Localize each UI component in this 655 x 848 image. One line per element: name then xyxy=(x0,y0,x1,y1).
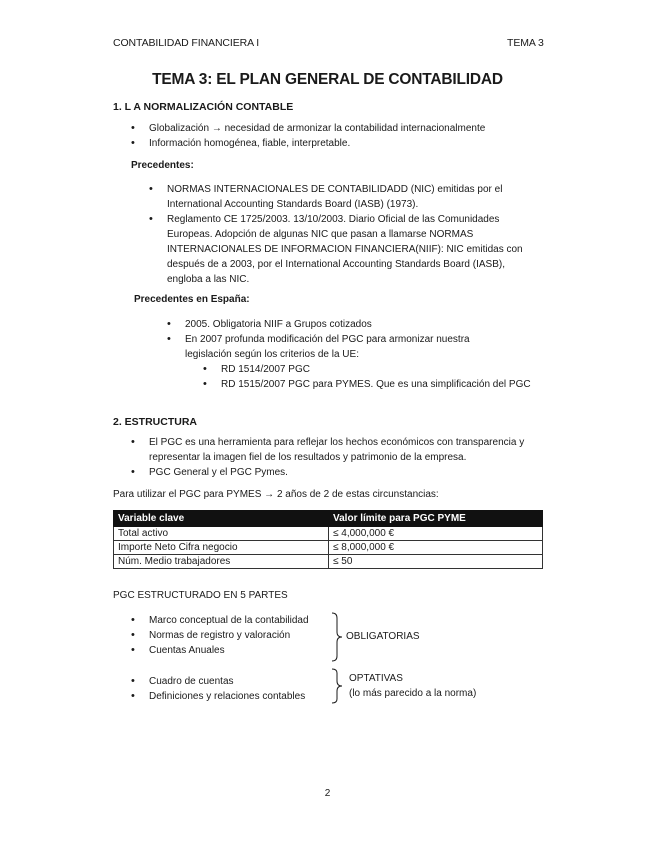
table-cell: Núm. Medio trabajadores xyxy=(114,555,329,569)
list-item: • Normas de registro y valoración xyxy=(149,628,339,643)
section2-bullets xyxy=(149,435,544,480)
optativas-label: OPTATIVAS xyxy=(349,673,403,684)
obligatorias-list xyxy=(149,613,339,658)
table-cell: Total activo xyxy=(114,527,329,541)
list-item: • Reglamento CE 1725/2003. 13/10/2003. Diario Oficial de las Comunidades Europeas. Adopción de algunas NIC que pasan a llamarse NORMAS INTERNACIONALES DE INFORMACION FINANCIERA(NIIF): NIC emitidas con después de a 2003, por el International Accounting Standards Board (IASB), engloba a las NIC. xyxy=(167,212,539,287)
section1-heading: 1. L A NORMALIZACIÓN CONTABLE xyxy=(113,101,294,113)
page-title: TEMA 3: EL PLAN GENERAL DE CONTABILIDAD xyxy=(152,71,503,88)
list-item: • Globalización → necesidad de armonizar la contabilidad internacionalmente xyxy=(149,121,549,136)
table-row xyxy=(114,541,543,555)
list-item: • Cuadro de cuentas xyxy=(149,674,339,689)
optativas-note: (lo más parecido a la norma) xyxy=(349,688,477,699)
list-item: • Marco conceptual de la contabilidad xyxy=(149,613,339,628)
table-row xyxy=(114,555,543,569)
pymes-intro: Para utilizar el PGC para PYMES → 2 años de 2 de estas circunstancias: xyxy=(113,489,439,500)
table-cell: ≤ 8,000,000 € xyxy=(329,541,543,555)
list-item: • PGC General y el PGC Pymes. xyxy=(149,465,544,480)
optativas-list xyxy=(149,674,339,704)
rd-list xyxy=(221,362,531,392)
list-item: • 2005. Obligatoria NIIF a Grupos cotizados xyxy=(185,317,515,332)
precedentes-espana-list xyxy=(185,317,515,362)
precedentes-list xyxy=(167,182,539,287)
section1-bullets xyxy=(149,121,549,151)
precedentes-heading: Precedentes: xyxy=(131,160,194,171)
table-cell: ≤ 50 xyxy=(329,555,543,569)
list-item: • Definiciones y relaciones contables xyxy=(149,689,339,704)
page-number: 2 xyxy=(324,788,331,799)
list-item: • RD 1515/2007 PGC para PYMES. Que es una simplificación del PGC xyxy=(221,377,531,392)
list-item: • NORMAS INTERNACIONALES DE CONTABILIDADD (NIC) emitidas por el International Accounting Standards Board (IASB) (1973). xyxy=(167,182,539,212)
obligatorias-label: OBLIGATORIAS xyxy=(346,631,420,642)
running-header-left: CONTABILIDAD FINANCIERA I xyxy=(113,37,260,49)
pymes-table xyxy=(113,510,543,569)
precedentes-espana-heading: Precedentes en España: xyxy=(134,294,250,305)
table-cell: ≤ 4,000,000 € xyxy=(329,527,543,541)
list-item: • Cuentas Anuales xyxy=(149,643,339,658)
list-item: • RD 1514/2007 PGC xyxy=(221,362,531,377)
running-header-right: TEMA 3 xyxy=(507,37,544,49)
list-item: • En 2007 profunda modificación del PGC para armonizar nuestra legislación según los criterios de la UE: xyxy=(185,332,515,362)
table-row xyxy=(114,527,543,541)
parts-heading: PGC ESTRUCTURADO EN 5 PARTES xyxy=(113,590,288,601)
brace-obligatorias-icon xyxy=(330,612,346,662)
table-header: Variable clave xyxy=(114,511,329,527)
section2-heading: 2. ESTRUCTURA xyxy=(113,416,198,428)
list-item: • El PGC es una herramienta para reflejar los hechos económicos con transparencia y representar la imagen fiel de los resultados y patrimonio de la empresa. xyxy=(149,435,544,465)
brace-optativas-icon xyxy=(330,668,346,704)
list-item: • Información homogénea, fiable, interpretable. xyxy=(149,136,549,151)
table-header-row xyxy=(114,511,543,527)
table-header: Valor límite para PGC PYME xyxy=(329,511,543,527)
table-cell: Importe Neto Cifra negocio xyxy=(114,541,329,555)
